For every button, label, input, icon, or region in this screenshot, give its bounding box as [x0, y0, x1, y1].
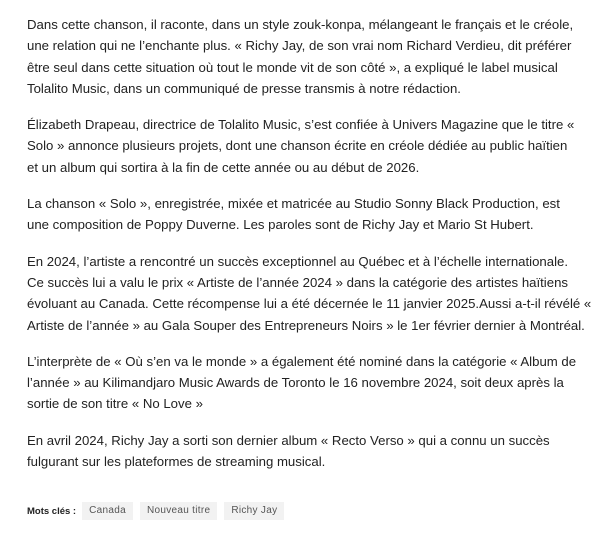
paragraph-line: Artiste de l’année » au Gala Souper des Entrepreneurs Noirs » le 1er février dernier à Montréal.: [27, 317, 585, 333]
paragraph-line: une composition de Poppy Duverne. Les paroles sont de Richy Jay et Mario St Hubert.: [27, 217, 534, 233]
paragraph: [27, 251, 594, 336]
paragraph-line: En 2024, l’artiste a rencontré un succès exceptionnel au Québec et à l’échelle internationale.: [27, 253, 569, 269]
paragraph-line: Solo » annonce plusieurs projets, dont une chanson écrite en créole dédiée au public haïtien: [27, 138, 568, 154]
paragraph: [27, 193, 594, 236]
paragraph-line: Élizabeth Drapeau, directrice de Tolalito Music, s’est confiée à Univers Magazine que le titre «: [27, 117, 575, 133]
paragraph-line: évoluant au Canada. Cette récompense lui a été décernée le 11 janvier 2025.Aussi a-t-il révélé «: [27, 296, 592, 312]
paragraph-line: Ce succès lui a valu le prix « Artiste de l’année 2024 » dans la catégorie des artistes haïtiens: [27, 274, 569, 290]
paragraph: [27, 14, 594, 99]
paragraph-line: La chanson « Solo », enregistrée, mixée et matricée au Studio Sonny Black Production, est: [27, 196, 560, 212]
tag-nouveau-titre[interactable]: Nouveau titre: [140, 502, 217, 520]
paragraph: [27, 114, 594, 178]
paragraph-line: une relation qui ne l’enchante plus. « Richy Jay, de son vrai nom Richard Verdieu, dit préférer: [27, 38, 572, 54]
paragraph-line: être seul dans cette situation où tout le monde vit de son côté », a expliqué le label musical: [27, 59, 558, 75]
paragraph: [27, 430, 594, 473]
paragraph-line: fulgurant sur les plateformes de streaming musical.: [27, 454, 326, 470]
paragraph-line: l’année » au Kilimandjaro Music Awards de Toronto le 16 novembre 2024, soit deux après la: [27, 375, 564, 391]
paragraph-line: sortie de son titre « No Love »: [27, 396, 203, 412]
paragraph: [27, 351, 594, 415]
paragraph-line: L’interprète de « Où s’en va le monde » a également été nominé dans la catégorie « Album de: [27, 353, 577, 369]
paragraph-line: En avril 2024, Richy Jay a sorti son dernier album « Recto Verso » qui a connu un succès: [27, 432, 550, 448]
paragraph-line: Tolalito Music, dans un communiqué de presse transmis à notre rédaction.: [27, 80, 461, 96]
paragraph-line: Dans cette chanson, il raconte, dans un style zouk-konpa, mélangeant le français et le créole,: [27, 17, 574, 32]
paragraph-line: et un album qui sortira à la fin de cette année ou au début de 2026.: [27, 159, 420, 175]
article-body: [27, 14, 594, 487]
tags-row: [27, 502, 291, 520]
tags-label: Mots clés :: [27, 505, 77, 517]
tag-canada[interactable]: Canada: [82, 502, 133, 520]
tag-richy-jay[interactable]: Richy Jay: [224, 502, 284, 520]
